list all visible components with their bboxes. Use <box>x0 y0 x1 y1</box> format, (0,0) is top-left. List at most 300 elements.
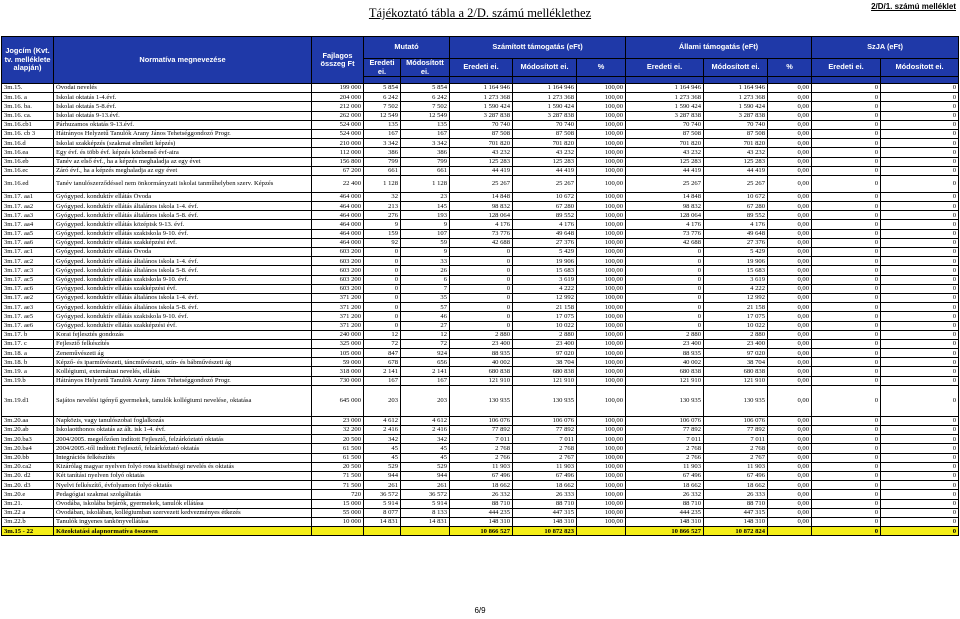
cell-allami-modositott: 148 310 <box>704 517 768 526</box>
cell-allami-pct: 0,00 <box>768 238 812 247</box>
table-row <box>2 462 959 471</box>
cell-szamitott-pct: 100,00 <box>577 303 626 312</box>
cell-allami-eredeti: 701 820 <box>626 139 704 148</box>
cell-mutato-eredeti: 0 <box>364 284 401 293</box>
table-row <box>2 84 959 93</box>
cell-szja-eredeti: 0 <box>812 84 881 93</box>
cell-normativa: Gyógyped. konduktív ellátás Óvoda <box>54 192 312 201</box>
cell-szamitott-eredeti: 0 <box>450 321 513 330</box>
cell-szamitott-pct: 100,00 <box>577 166 626 175</box>
cell-normativa: Képző- és iparművészeti, táncművészeti, szín- és bábművészeti ág <box>54 358 312 367</box>
cell-normativa: 2004/2005. megelőzően indított Fejlesztő, felzárkóztató oktatás <box>54 435 312 444</box>
cell-allami-pct: 0,00 <box>768 416 812 425</box>
header-allami-pct: % <box>768 59 812 77</box>
cell-szamitott-pct: 100,00 <box>577 129 626 138</box>
cell-szamitott-modositott: 2 767 <box>513 453 577 462</box>
cell-szamitott-eredeti: 0 <box>450 303 513 312</box>
cell-allami-modositott: 10 022 <box>704 321 768 330</box>
cell-jogcim: 3m.17. aa1 <box>2 192 54 201</box>
cell-fajlagos: 61 500 <box>312 453 364 462</box>
cell-allami-modositott: 125 283 <box>704 157 768 166</box>
cell-jogcim: 3m.17. b <box>2 330 54 339</box>
table-row <box>2 211 959 220</box>
cell-szja-modositott: 0 <box>881 139 959 148</box>
cell-mutato-modositott: 3 342 <box>401 139 450 148</box>
cell-fajlagos: 240 000 <box>312 330 364 339</box>
cell-allami-pct: 0,00 <box>768 508 812 517</box>
cell-allami-modositott: 38 704 <box>704 358 768 367</box>
cell-mutato-eredeti: 159 <box>364 229 401 238</box>
cell-mutato-eredeti: 342 <box>364 435 401 444</box>
cell-szja-modositott: 0 <box>881 517 959 526</box>
cell-szamitott-modositott: 4 176 <box>513 220 577 229</box>
cell-szamitott-modositott: 38 704 <box>513 358 577 367</box>
cell-szamitott-pct: 100,00 <box>577 275 626 284</box>
cell-szja-eredeti: 0 <box>812 111 881 120</box>
cell-szamitott-pct: 100,00 <box>577 435 626 444</box>
cell-szja-modositott: 0 <box>881 358 959 367</box>
cell-szja-eredeti: 0 <box>812 120 881 129</box>
cell-szamitott-eredeti: 680 838 <box>450 367 513 376</box>
cell-allami-pct: 0,00 <box>768 426 812 435</box>
cell-normativa: Sajátos nevelési igényű gyermekek, tanulók kollégiumi nevelése, oktatása <box>54 385 312 416</box>
cell-szamitott-modositott: 447 315 <box>513 508 577 517</box>
cell-normativa: Óvodai nevelés <box>54 84 312 93</box>
cell-allami-modositott: 447 315 <box>704 508 768 517</box>
header-szamitott-eredeti: Eredeti ei. <box>450 59 513 77</box>
cell-szamitott-modositott: 3 619 <box>513 275 577 284</box>
cell-szamitott-eredeti: 70 740 <box>450 120 513 129</box>
cell-jogcim: 3m.17. ac1 <box>2 248 54 257</box>
table-row <box>2 166 959 175</box>
cell-mutato-eredeti: 0 <box>364 293 401 302</box>
cell-jogcim: 3m.19.d1 <box>2 385 54 416</box>
cell-mutato-modositott: 661 <box>401 166 450 175</box>
cell-szja-modositott: 0 <box>881 93 959 102</box>
page-number: 6/9 <box>474 606 486 615</box>
cell-szamitott-modositott: 130 935 <box>513 385 577 416</box>
cell-allami-eredeti: 0 <box>626 312 704 321</box>
cell-allami-modositott: 18 662 <box>704 481 768 490</box>
cell-normativa: Zeneművészeti ág <box>54 349 312 358</box>
cell-normativa: Óvodában, iskolában, kollégiumban szervezett kedvezményes étkezés <box>54 508 312 517</box>
cell-mutato-eredeti: 2 141 <box>364 367 401 376</box>
cell-allami-eredeti: 11 903 <box>626 462 704 471</box>
cell-mutato-eredeti: 6 242 <box>364 93 401 102</box>
cell-fajlagos: 464 000 <box>312 211 364 220</box>
cell-allami-eredeti: 23 400 <box>626 339 704 348</box>
cell-normativa: Gyógyped. konduktív ellátás Óvoda <box>54 248 312 257</box>
cell-jogcim: 3m.16.cb1 <box>2 120 54 129</box>
cell-jogcim: 3m.17. ae6 <box>2 321 54 330</box>
cell-allami-eredeti: 0 <box>626 248 704 257</box>
table-row <box>2 111 959 120</box>
cell-szamitott-modositott: 25 267 <box>513 175 577 192</box>
cell-szja-modositott: 0 <box>881 148 959 157</box>
cell-mutato-modositott: 342 <box>401 435 450 444</box>
cell-mutato-eredeti: 0 <box>364 303 401 312</box>
cell-mutato-modositott: 27 <box>401 321 450 330</box>
cell-szja-modositott: 0 <box>881 102 959 111</box>
cell-normativa: Gyógyped. konduktív ellátás általános iskola 5-8. évf. <box>54 266 312 275</box>
cell-allami-eredeti: 0 <box>626 266 704 275</box>
cell-mutato-modositott: 6 242 <box>401 93 450 102</box>
cell-mutato-eredeti: 9 <box>364 220 401 229</box>
table-row <box>2 339 959 348</box>
cell-szja-eredeti: 0 <box>812 367 881 376</box>
table-row <box>2 426 959 435</box>
cell-szamitott-modositott: 70 740 <box>513 120 577 129</box>
cell-szja-eredeti: 0 <box>812 293 881 302</box>
cell-szja-eredeti: 0 <box>812 349 881 358</box>
cell-allami-eredeti: 42 688 <box>626 238 704 247</box>
cell-szamitott-pct: 100,00 <box>577 266 626 275</box>
cell-szamitott-modositott: 26 333 <box>513 490 577 499</box>
cell-allami-pct: 0,00 <box>768 367 812 376</box>
cell-allami-modositott: 12 992 <box>704 293 768 302</box>
table-row <box>2 220 959 229</box>
header-szja-modositott: Módosított ei. <box>881 59 959 77</box>
cell-fajlagos: 603 200 <box>312 257 364 266</box>
cell-szja-modositott: 0 <box>881 349 959 358</box>
cell-szja-eredeti: 0 <box>812 275 881 284</box>
cell-szja-eredeti: 0 <box>812 517 881 526</box>
cell-allami-eredeti: 1 590 424 <box>626 102 704 111</box>
cell-allami-pct: 0,00 <box>768 166 812 175</box>
cell-jogcim: 3m.19.b <box>2 376 54 385</box>
cell-szamitott-modositott: 17 075 <box>513 312 577 321</box>
cell-allami-eredeti: 148 310 <box>626 517 704 526</box>
cell-mutato-modositott: 14 831 <box>401 517 450 526</box>
cell-mutato-eredeti: 12 <box>364 330 401 339</box>
cell-szamitott-eredeti: 0 <box>450 293 513 302</box>
cell-allami-pct: 0,00 <box>768 471 812 480</box>
cell-normativa: Tanulók ingyenes tankönyvellátása <box>54 517 312 526</box>
cell-mutato-eredeti: 8 077 <box>364 508 401 517</box>
cell-szamitott-eredeti: 2 768 <box>450 444 513 453</box>
cell-szja-eredeti: 0 <box>812 202 881 211</box>
cell-szamitott-modositott: 87 508 <box>513 129 577 138</box>
cell-allami-modositott: 701 820 <box>704 139 768 148</box>
cell-allami-eredeti: 106 076 <box>626 416 704 425</box>
cell-mutato-modositott: 8 133 <box>401 508 450 517</box>
cell-fajlagos: 371 200 <box>312 321 364 330</box>
cell-mutato-eredeti <box>364 527 401 536</box>
cell-allami-pct: 0,00 <box>768 202 812 211</box>
cell-szja-eredeti: 0 <box>812 330 881 339</box>
cell-allami-eredeti: 25 267 <box>626 175 704 192</box>
cell-mutato-modositott: 12 549 <box>401 111 450 120</box>
cell-szamitott-pct: 100,00 <box>577 416 626 425</box>
cell-szja-eredeti: 0 <box>812 453 881 462</box>
cell-normativa: Gyógyped. konduktív ellátás szakiskola 9-10. évf. <box>54 275 312 284</box>
cell-mutato-modositott: 924 <box>401 349 450 358</box>
cell-mutato-eredeti: 386 <box>364 148 401 157</box>
cell-mutato-modositott: 5 914 <box>401 499 450 508</box>
cell-allami-modositott: 2 768 <box>704 444 768 453</box>
cell-szja-eredeti: 0 <box>812 339 881 348</box>
cell-szamitott-pct: 100,00 <box>577 471 626 480</box>
table-row <box>2 293 959 302</box>
cell-mutato-eredeti: 847 <box>364 349 401 358</box>
cell-mutato-eredeti: 0 <box>364 312 401 321</box>
cell-mutato-eredeti: 203 <box>364 385 401 416</box>
cell-szamitott-pct: 100,00 <box>577 426 626 435</box>
cell-allami-eredeti: 0 <box>626 284 704 293</box>
cell-jogcim: 3m.16. ca. <box>2 111 54 120</box>
cell-mutato-modositott: 72 <box>401 339 450 348</box>
cell-mutato-modositott: 23 <box>401 192 450 201</box>
cell-jogcim: 3m.16.d <box>2 139 54 148</box>
table-row <box>2 517 959 526</box>
cell-mutato-modositott: 386 <box>401 148 450 157</box>
cell-szja-eredeti: 0 <box>812 266 881 275</box>
cell-szja-modositott: 0 <box>881 312 959 321</box>
header-allami-modositott: Módosított ei. <box>704 59 768 77</box>
table-body <box>2 84 959 536</box>
cell-allami-pct: 0,00 <box>768 385 812 416</box>
cell-allami-modositott: 2 880 <box>704 330 768 339</box>
cell-mutato-eredeti: 32 <box>364 192 401 201</box>
cell-jogcim: 3m.16.ea <box>2 148 54 157</box>
cell-allami-eredeti: 1 273 368 <box>626 93 704 102</box>
cell-allami-eredeti: 130 935 <box>626 385 704 416</box>
cell-szamitott-pct: 100,00 <box>577 462 626 471</box>
cell-szamitott-pct: 100,00 <box>577 111 626 120</box>
cell-szamitott-pct: 100,00 <box>577 102 626 111</box>
cell-jogcim: 3m.18. b <box>2 358 54 367</box>
table-row <box>2 93 959 102</box>
cell-allami-pct: 0,00 <box>768 517 812 526</box>
cell-szamitott-modositott: 5 429 <box>513 248 577 257</box>
cell-allami-pct: 0,00 <box>768 321 812 330</box>
cell-szamitott-modositott: 89 552 <box>513 211 577 220</box>
cell-normativa: Záró évf., ha a képzés meghaladja az egy évet <box>54 166 312 175</box>
cell-allami-modositott: 5 429 <box>704 248 768 257</box>
cell-allami-pct: 0,00 <box>768 444 812 453</box>
cell-szamitott-eredeti: 77 892 <box>450 426 513 435</box>
cell-szamitott-modositott: 121 910 <box>513 376 577 385</box>
cell-szamitott-eredeti: 3 287 838 <box>450 111 513 120</box>
cell-mutato-eredeti: 0 <box>364 257 401 266</box>
cell-szamitott-modositott: 3 287 838 <box>513 111 577 120</box>
cell-fajlagos: 67 200 <box>312 166 364 175</box>
cell-szja-modositott: 0 <box>881 229 959 238</box>
cell-fajlagos: 112 000 <box>312 148 364 157</box>
cell-szja-eredeti: 0 <box>812 148 881 157</box>
cell-mutato-modositott: 167 <box>401 129 450 138</box>
cell-szamitott-modositott: 77 892 <box>513 426 577 435</box>
cell-szja-eredeti: 0 <box>812 102 881 111</box>
cell-normativa: Két tanítási nyelven folyó oktatás <box>54 471 312 480</box>
cell-szja-modositott: 0 <box>881 527 959 536</box>
cell-szja-modositott: 0 <box>881 248 959 257</box>
cell-normativa: Fejlesztő felkészítés <box>54 339 312 348</box>
cell-mutato-modositott: 145 <box>401 202 450 211</box>
cell-jogcim: 3m.16.eb <box>2 157 54 166</box>
table-row <box>2 508 959 517</box>
cell-mutato-eredeti: 135 <box>364 120 401 129</box>
cell-szamitott-modositott: 15 683 <box>513 266 577 275</box>
cell-jogcim: 3m.17. ac2 <box>2 257 54 266</box>
cell-szja-eredeti: 0 <box>812 257 881 266</box>
cell-allami-pct: 0,00 <box>768 220 812 229</box>
cell-allami-eredeti: 14 848 <box>626 192 704 201</box>
cell-mutato-eredeti: 529 <box>364 462 401 471</box>
cell-allami-pct: 0,00 <box>768 257 812 266</box>
table-row <box>2 120 959 129</box>
cell-szamitott-eredeti: 0 <box>450 266 513 275</box>
cell-jogcim: 3m.20. d3 <box>2 481 54 490</box>
cell-szamitott-pct: 100,00 <box>577 220 626 229</box>
cell-szja-eredeti: 0 <box>812 416 881 425</box>
cell-allami-eredeti: 67 496 <box>626 471 704 480</box>
cell-szamitott-modositott: 18 662 <box>513 481 577 490</box>
page-title: Tájékoztató tábla a 2/D. számú melléklethez <box>368 6 592 20</box>
header-mutato-eredeti: Eredeti ei. <box>364 59 401 77</box>
cell-allami-pct: 0,00 <box>768 148 812 157</box>
cell-normativa: Gyógyped. konduktív ellátás általános iskola 5-8. évf. <box>54 303 312 312</box>
cell-allami-pct: 0,00 <box>768 229 812 238</box>
cell-mutato-modositott: 35 <box>401 293 450 302</box>
cell-normativa: Hátrányos Helyzetű Tanulók Arany János Tehetséggondozó Progr. <box>54 376 312 385</box>
cell-fajlagos: 371 200 <box>312 303 364 312</box>
cell-szja-eredeti: 0 <box>812 490 881 499</box>
cell-allami-eredeti: 44 419 <box>626 166 704 175</box>
cell-jogcim: 3m.16. a <box>2 93 54 102</box>
cell-szamitott-eredeti: 2 880 <box>450 330 513 339</box>
cell-szja-modositott: 0 <box>881 129 959 138</box>
cell-jogcim: 3m.17. aa4 <box>2 220 54 229</box>
cell-szja-modositott: 0 <box>881 266 959 275</box>
cell-normativa: Iskolai oktatás 5-8.évf. <box>54 102 312 111</box>
cell-mutato-modositott: 5 854 <box>401 84 450 93</box>
cell-szamitott-modositott: 7 011 <box>513 435 577 444</box>
cell-fajlagos: 603 200 <box>312 248 364 257</box>
cell-allami-pct: 0,00 <box>768 490 812 499</box>
cell-jogcim: 3m.17. ae2 <box>2 293 54 302</box>
cell-normativa: Közoktatási alapnormatíva összesen <box>54 527 312 536</box>
cell-allami-eredeti: 2 766 <box>626 453 704 462</box>
cell-szamitott-modositott: 4 222 <box>513 284 577 293</box>
header-allami-eredeti: Eredeti ei. <box>626 59 704 77</box>
cell-szamitott-pct: 100,00 <box>577 376 626 385</box>
cell-allami-eredeti: 4 176 <box>626 220 704 229</box>
cell-normativa: Gyógyped. konduktív ellátás középisk 9-13. évf. <box>54 220 312 229</box>
cell-normativa: Óvodába, iskolába bejárók, gyermekek, tanulók ellátása <box>54 499 312 508</box>
cell-szamitott-eredeti: 2 766 <box>450 453 513 462</box>
cell-mutato-eredeti: 0 <box>364 321 401 330</box>
table-row <box>2 312 959 321</box>
cell-szja-modositott: 0 <box>881 490 959 499</box>
cell-normativa: 2004/2005.-től indított Fejlesztő, felzárkóztató oktatás <box>54 444 312 453</box>
cell-mutato-modositott: 1 128 <box>401 175 450 192</box>
cell-fajlagos: 645 000 <box>312 385 364 416</box>
cell-fajlagos: 464 000 <box>312 220 364 229</box>
cell-mutato-eredeti: 944 <box>364 471 401 480</box>
cell-jogcim: 3m.15. <box>2 84 54 93</box>
cell-szja-modositott: 0 <box>881 321 959 330</box>
cell-szamitott-pct: 100,00 <box>577 192 626 201</box>
table-row <box>2 275 959 284</box>
table-row <box>2 266 959 275</box>
header-allami: Állami támogatás (eFt) <box>626 37 812 59</box>
cell-mutato-modositott: 9 <box>401 220 450 229</box>
cell-allami-eredeti: 125 283 <box>626 157 704 166</box>
cell-fajlagos: 55 000 <box>312 508 364 517</box>
cell-szja-modositott: 0 <box>881 120 959 129</box>
cell-fajlagos: 730 000 <box>312 376 364 385</box>
cell-normativa: Pedagógiai szakmai szolgáltatás <box>54 490 312 499</box>
table-row <box>2 367 959 376</box>
cell-fajlagos: 20 500 <box>312 435 364 444</box>
cell-normativa: Gyógyped. konduktív ellátás szakiskola 9-10. évf. <box>54 312 312 321</box>
cell-allami-eredeti: 0 <box>626 275 704 284</box>
cell-mutato-modositott: 799 <box>401 157 450 166</box>
cell-jogcim: 3m.18. a <box>2 349 54 358</box>
cell-allami-pct: 0,00 <box>768 93 812 102</box>
cell-jogcim: 3m.20.e <box>2 490 54 499</box>
cell-szja-eredeti: 0 <box>812 157 881 166</box>
cell-allami-eredeti: 26 332 <box>626 490 704 499</box>
cell-jogcim: 3m.17. c <box>2 339 54 348</box>
cell-szamitott-modositott: 125 283 <box>513 157 577 166</box>
cell-szja-eredeti: 0 <box>812 312 881 321</box>
cell-szamitott-pct: 100,00 <box>577 349 626 358</box>
cell-allami-pct: 0,00 <box>768 284 812 293</box>
cell-allami-modositott: 3 619 <box>704 275 768 284</box>
cell-normativa: Hátrányos Helyzetű Tanulók Arany János Tehetséggondozó Progr. <box>54 129 312 138</box>
cell-szamitott-pct: 100,00 <box>577 367 626 376</box>
cell-szja-modositott: 0 <box>881 471 959 480</box>
cell-mutato-eredeti: 213 <box>364 202 401 211</box>
cell-szamitott-pct: 100,00 <box>577 321 626 330</box>
table-row <box>2 435 959 444</box>
cell-mutato-eredeti: 92 <box>364 238 401 247</box>
cell-mutato-modositott: 203 <box>401 385 450 416</box>
cell-szamitott-eredeti: 0 <box>450 257 513 266</box>
cell-allami-modositott: 10 872 824 <box>704 527 768 536</box>
cell-allami-modositott: 7 011 <box>704 435 768 444</box>
cell-szamitott-pct: 100,00 <box>577 148 626 157</box>
cell-fajlagos: 59 000 <box>312 358 364 367</box>
cell-jogcim: 3m.17. ae3 <box>2 303 54 312</box>
cell-normativa: Gyógyped. konduktív ellátás általános iskola 5-8. évf. <box>54 211 312 220</box>
cell-jogcim: 3m.20.ab <box>2 426 54 435</box>
cell-jogcim: 3m.15 - 22 <box>2 527 54 536</box>
cell-allami-pct: 0,00 <box>768 462 812 471</box>
cell-szamitott-eredeti: 23 400 <box>450 339 513 348</box>
cell-szja-eredeti: 0 <box>812 321 881 330</box>
cell-szamitott-eredeti: 44 419 <box>450 166 513 175</box>
cell-jogcim: 3m.17. ac5 <box>2 275 54 284</box>
cell-allami-modositott: 19 906 <box>704 257 768 266</box>
cell-mutato-modositott: 193 <box>401 211 450 220</box>
cell-szja-eredeti: 0 <box>812 527 881 536</box>
table-row <box>2 303 959 312</box>
cell-fajlagos: 32 200 <box>312 426 364 435</box>
cell-szamitott-pct: 100,00 <box>577 499 626 508</box>
header-mutato: Mutató <box>364 37 450 59</box>
cell-allami-eredeti: 88 935 <box>626 349 704 358</box>
cell-allami-eredeti: 70 740 <box>626 120 704 129</box>
cell-szamitott-modositott: 23 400 <box>513 339 577 348</box>
cell-jogcim: 3m.16.ec <box>2 166 54 175</box>
cell-mutato-modositott: 12 <box>401 330 450 339</box>
cell-szamitott-pct: 100,00 <box>577 238 626 247</box>
cell-normativa: Iskolai oktatás 1-4.évf. <box>54 93 312 102</box>
cell-mutato-modositott: 7 502 <box>401 102 450 111</box>
